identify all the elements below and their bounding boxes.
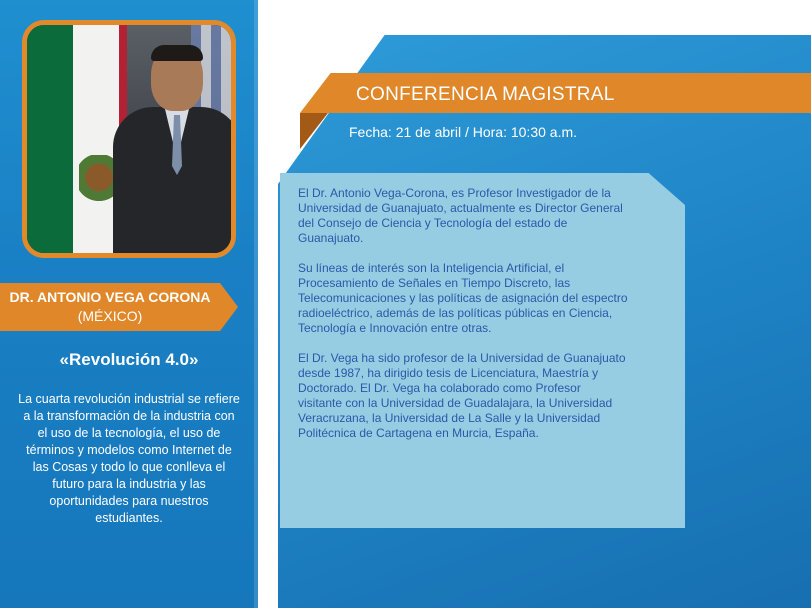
bio-paragraph: El Dr. Antonio Vega-Corona, es Profesor Investigador de la Universidad de Guanajuato, actualmente es Director General del Consejo de Ciencia y Tecnología del estado de Guanajuato. xyxy=(298,186,623,245)
speaker-bio xyxy=(298,186,628,456)
speaker-name: DR. ANTONIO VEGA CORONA xyxy=(9,289,211,305)
conference-datetime: Fecha: 21 de abril / Hora: 10:30 a.m. xyxy=(349,124,578,140)
speaker-name-banner xyxy=(0,283,220,331)
left-column xyxy=(0,0,258,608)
speaker-country: (MÉXICO) xyxy=(77,308,143,324)
talk-title: «Revolución 4.0» xyxy=(59,350,199,369)
conference-heading: CONFERENCIA MAGISTRAL xyxy=(356,84,615,105)
bio-paragraph: Su líneas de interés son la Inteligencia Artificial, el Procesamiento de Señales en Tiempo Discreto, las Telecomunicaciones y las políticas de asignación del espectro radioeléctrico, además de las políticas públicas en Ciencia, Tecnología e Innovación entre otras. xyxy=(298,261,628,335)
speaker-photo xyxy=(22,20,236,258)
speaker-portrait xyxy=(113,45,236,258)
mexico-flag-image xyxy=(27,25,127,258)
talk-description: La cuarta revolución industrial se refiere a la transformación de la industria con el uso de la tecnología, el uso de términos y modelos como Internet de las Cosas y todo lo que conlleva el futuro para la industria y las oportunidades para nuestros estudiantes. xyxy=(18,392,240,525)
bio-paragraph: El Dr. Vega ha sido profesor de la Universidad de Guanajuato desde 1987, ha dirigido tesis de Licenciatura, Maestría y Doctorado. El Dr. Vega ha colaborado como Profesor visitante con la Universidad de Guadalajara, la Universidad Veracruzana, la Universidad de La Salle y la Universidad Politécnica de Cartagena en Murcia, España. xyxy=(298,351,626,440)
